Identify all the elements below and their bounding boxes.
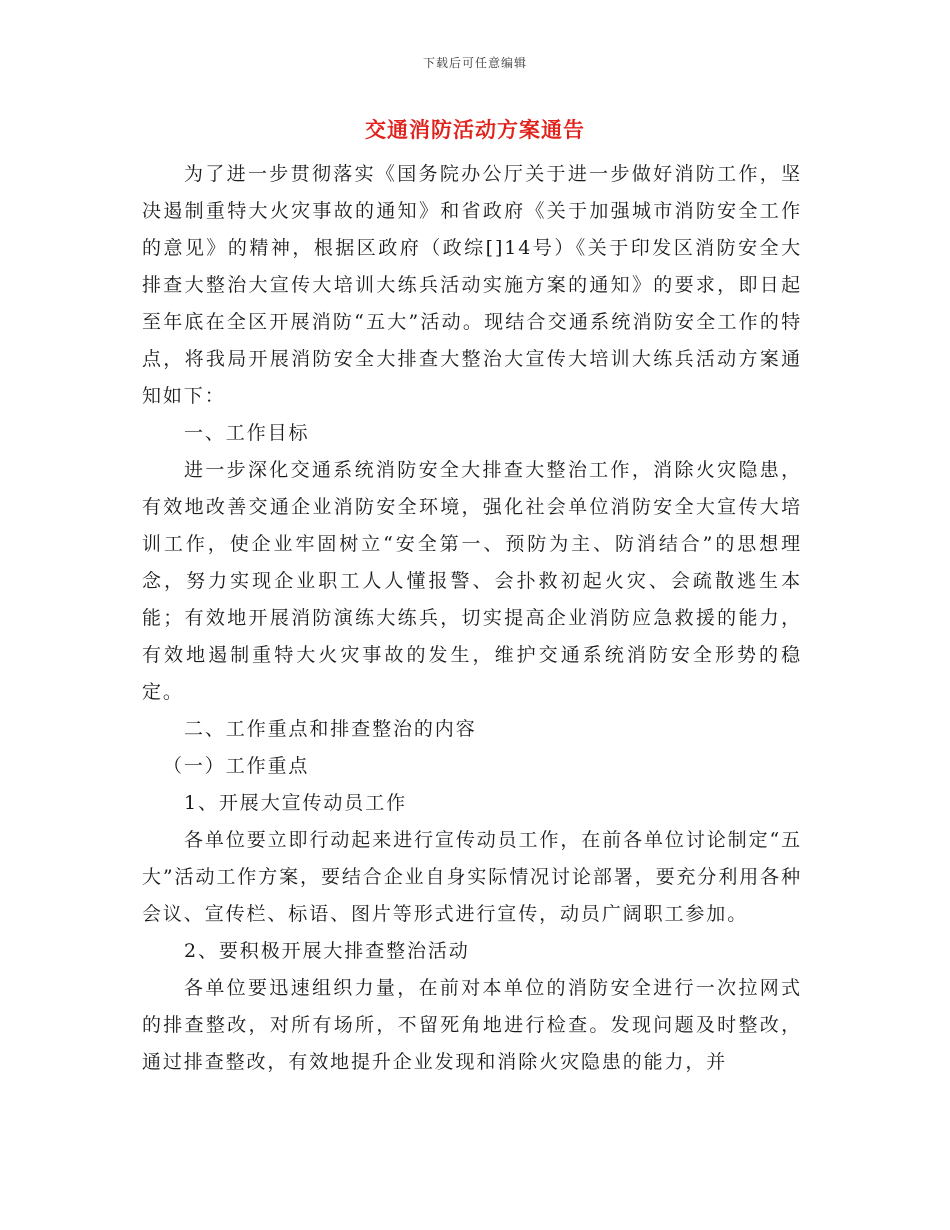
header-note: 下载后可任意编辑 — [422, 56, 527, 70]
paragraph-publicity: 各单位要立即行动起来进行宣传动员工作，在前各单位讨论制定“五大”活动工作方案，要结合企业自身实际情况讨论部署，要充分利用各种会议、宣传栏、标语、图片等形式进行宣传，动员广阔职工参加。 — [142, 829, 802, 925]
item-heading-inspection: 2、要积极开展大排查整治活动 — [184, 940, 470, 962]
subsection-heading-focus: （一）工作重点 — [163, 755, 310, 777]
document-title: 交通消防活动方案通告 — [365, 117, 585, 142]
paragraph-goals: 进一步深化交通系统消防安全大排查大整治工作，消除火灾隐患，有效地改善交通企业消防安全环境，强化社会单位消防安全大宣传大培训工作，使企业牢固树立“安全第一、预防为主、防消结合”的思想理念，努力实现企业职工人人懂报警、会扑救初起火灾、会疏散逃生本能；有效地开展消防演练大练兵，切实提高企业消防应急救援的能力，有效地遏制重特大火灾事故的发生，维护交通系统消防安全形势的稳定。 — [142, 459, 802, 703]
item-heading-publicity: 1、开展大宣传动员工作 — [184, 792, 407, 814]
section-heading-focus: 二、工作重点和排查整治的内容 — [184, 718, 477, 740]
paragraph-intro: 为了进一步贯彻落实《国务院办公厅关于进一步做好消防工作，坚决遏制重特大火灾事故的通知》和省政府《关于加强城市消防安全工作的意见》的精神，根据区政府（政综[]14号）《关于印发区消防安全大排查大整治大宣传大培训大练兵活动实施方案的通知》的要求，即日起至年底在全区开展消防“五大”活动。现结合交通系统消防安全工作的特点，将我局开展消防安全大排查大整治大宣传大培训大练兵活动方案通知如下： — [142, 163, 802, 407]
section-heading-goals: 一、工作目标 — [184, 422, 310, 444]
paragraph-inspection: 各单位要迅速组织力量，在前对本单位的消防安全进行一次拉网式的排查整改，对所有场所，不留死角地进行检查。发现问题及时整改，通过排查整改，有效地提升企业发现和消除火灾隐患的能力，并 — [142, 977, 802, 1073]
document-body — [142, 156, 802, 1081]
